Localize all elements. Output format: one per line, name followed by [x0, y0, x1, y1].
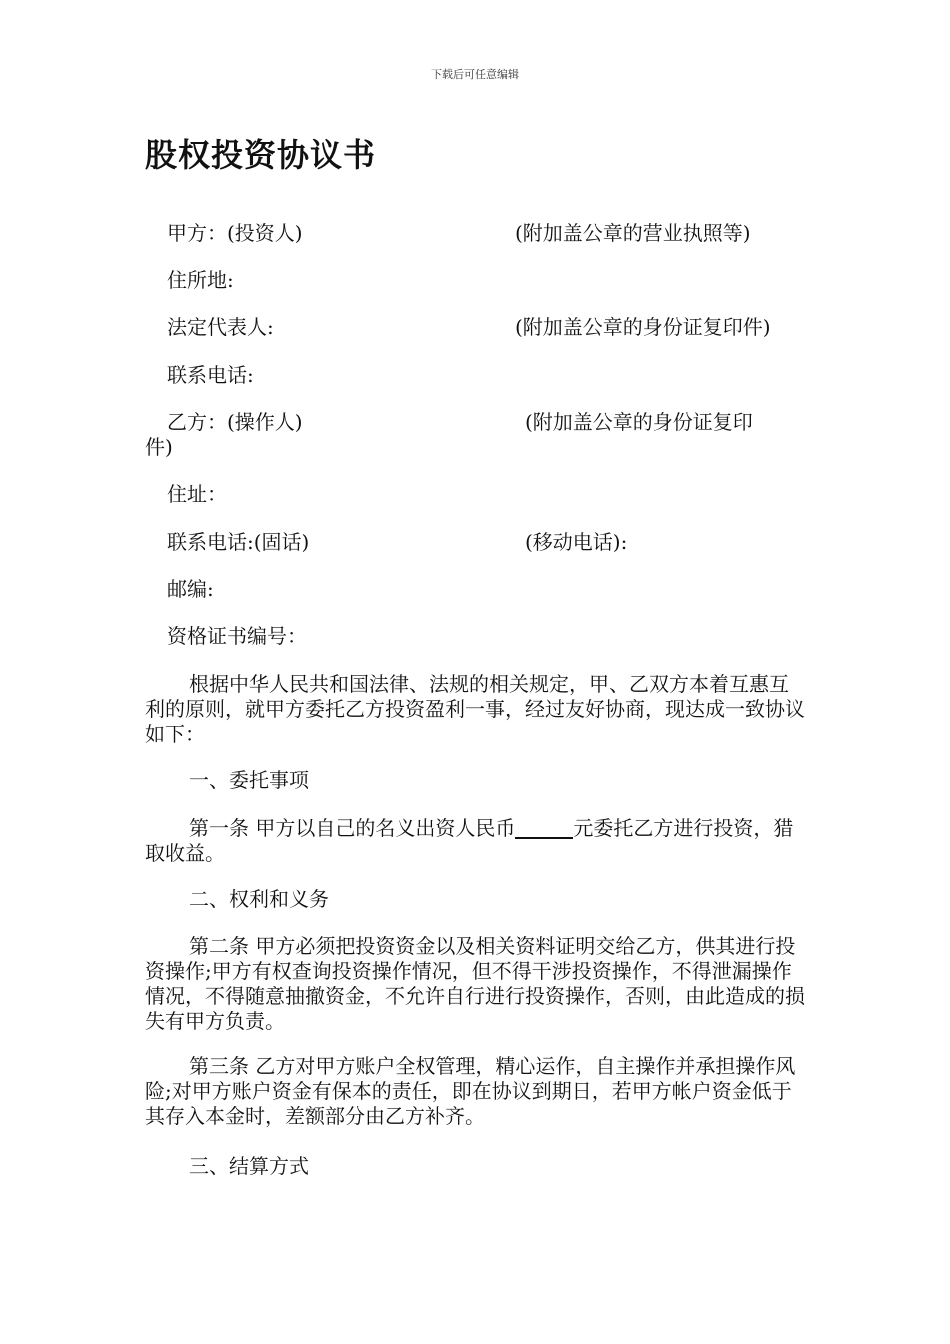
intro-paragraph: 根据中华人民共和国法律、法规的相关规定，甲、乙双方本着互惠互利的原则，就甲方委托乙方投资盈利一事，经过友好协商，现达成一致协议如下： — [145, 672, 805, 746]
article-2: 第二条 甲方必须把投资资金以及相关资料证明交给乙方，供其进行投资操作;甲方有权查询投资操作情况，但不得干涉投资操作，不得泄漏操作情况，不得随意抽撤资金，不允许自行进行投资操作，否则，由此造成的损失有甲方负责。 — [145, 934, 805, 1033]
section-heading-3: 三、结算方式 — [189, 1154, 309, 1178]
party-b-note-continued-line — [145, 435, 805, 460]
article-3: 第三条 乙方对甲方账户全权管理，精心运作，自主操作并承担操作风险;对甲方账户资金有保本的责任，即在协议到期日，若甲方帐户资金低于其存入本金时，差额部分由乙方补齐。 — [145, 1054, 796, 1128]
legal-rep-note: (附加盖公章的身份证复印件) — [515, 315, 771, 339]
party-b-note: (附加盖公章的身份证复印 — [525, 410, 753, 434]
party-b-mobile-note: (移动电话): — [525, 530, 628, 554]
article-1-text-after: 元委托乙方进行投资，猎取收益。 — [145, 816, 794, 865]
article-1-text-before: 第一条 甲方以自己的名义出资人民币 — [189, 816, 516, 840]
party-b-note-continued: 件) — [145, 435, 173, 459]
party-b-address-field — [145, 482, 805, 507]
header-note: 下载后可任意编辑 — [431, 68, 519, 81]
article-1 — [145, 816, 805, 866]
party-a-phone-label: 联系电话: — [167, 363, 254, 387]
party-a-field — [145, 221, 805, 246]
section-heading-1: 一、委托事项 — [189, 768, 309, 792]
legal-rep-label: 法定代表人: — [167, 315, 274, 339]
postcode-label: 邮编: — [167, 577, 214, 601]
party-b-label: 乙方：(操作人) — [167, 410, 303, 434]
certificate-field — [145, 624, 805, 649]
section-heading-2: 二、权利和义务 — [189, 887, 329, 911]
legal-rep-field — [145, 315, 805, 340]
document-title: 股权投资协议书 — [145, 136, 377, 174]
postcode-field — [145, 577, 805, 602]
party-b-phone-label: 联系电话:(固话) — [167, 530, 310, 554]
party-a-note: (附加盖公章的营业执照等) — [515, 221, 751, 245]
party-a-address-field — [145, 268, 805, 293]
amount-blank — [515, 817, 573, 839]
party-a-label: 甲方：(投资人) — [167, 221, 303, 245]
party-b-phone-field — [145, 530, 805, 555]
party-b-address-label: 住址： — [167, 482, 227, 506]
party-a-address-label: 住所地: — [167, 268, 234, 292]
party-a-phone-field — [145, 363, 805, 388]
certificate-label: 资格证书编号： — [167, 624, 307, 648]
party-b-field — [145, 410, 805, 435]
